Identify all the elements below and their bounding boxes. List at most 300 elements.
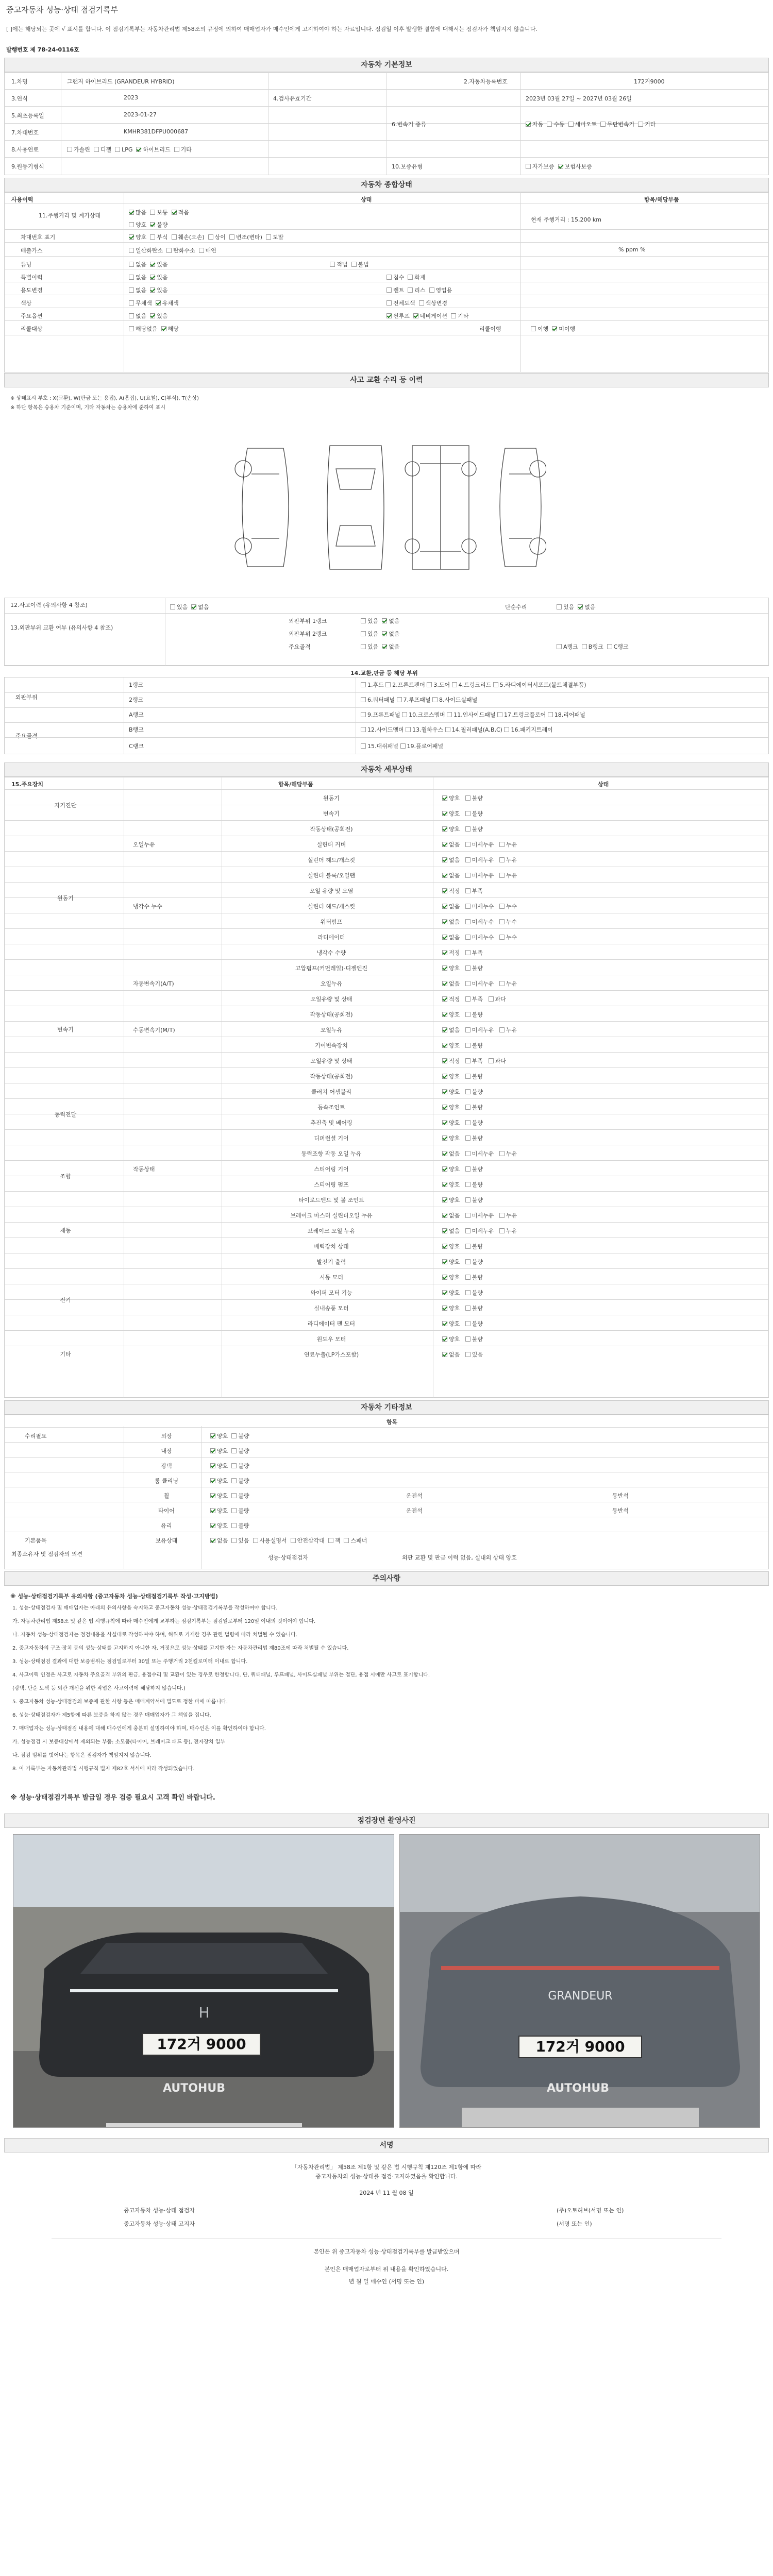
special-history-label: 특별이력 xyxy=(21,274,43,281)
detail-part: 등속조인트 xyxy=(317,1104,345,1111)
option-label: 누유 xyxy=(506,1150,517,1157)
option-label: 불량 xyxy=(238,1433,249,1439)
option-label: 불량 xyxy=(472,1181,483,1188)
checkbox[interactable] xyxy=(231,1478,237,1483)
other-options xyxy=(210,1462,253,1470)
option-label: 불량 xyxy=(472,1011,483,1018)
detail-part: 추진축 및 베어링 xyxy=(310,1120,352,1126)
option-label: 없음 xyxy=(449,980,460,987)
option-label: 미세누유 xyxy=(472,980,494,987)
rear-plate: 172거 9000 xyxy=(518,2036,642,2058)
option-label: 누유 xyxy=(506,1212,517,1219)
checkbox[interactable] xyxy=(499,919,505,924)
checkbox[interactable] xyxy=(328,1538,333,1543)
other-group: 수리필요 xyxy=(25,1433,47,1439)
checkbox-checked[interactable] xyxy=(442,1182,447,1187)
sign-line-1: 「자동차관리법」 제58조 제1항 및 같은 법 시행규칙 제120조 제1항에 따라 xyxy=(291,2164,482,2171)
checkbox[interactable] xyxy=(231,1448,237,1453)
checkbox[interactable] xyxy=(465,873,470,878)
detail-row xyxy=(4,1315,769,1330)
recall-done-label: 리콜이행 xyxy=(479,326,501,332)
checkbox-checked[interactable] xyxy=(442,1228,447,1233)
detail-group: 조향 xyxy=(60,1173,71,1180)
detail-options xyxy=(442,1319,489,1328)
detail-options xyxy=(442,995,511,1003)
sign-notifier-stamp: (서명 또는 인) xyxy=(557,2221,592,2227)
checkbox[interactable] xyxy=(253,1538,258,1543)
other-row xyxy=(4,1442,769,1457)
option-label: 불량 xyxy=(472,1243,483,1250)
checkbox[interactable] xyxy=(465,1074,470,1079)
option-label: 미세누유 xyxy=(472,872,494,879)
checkbox-checked[interactable] xyxy=(442,1290,447,1295)
option-label: 양호 xyxy=(449,1120,460,1126)
first-reg-value: 2023-01-27 xyxy=(124,111,157,118)
checkbox[interactable] xyxy=(465,996,470,1002)
detail-options xyxy=(442,902,523,910)
checkbox[interactable] xyxy=(465,1259,470,1264)
checkbox[interactable] xyxy=(465,919,470,924)
svg-text:GRANDEUR: GRANDEUR xyxy=(548,1990,613,2003)
detail-options xyxy=(442,1211,523,1219)
checkbox-checked[interactable] xyxy=(442,919,447,924)
sign-notifier: 중고자동차 성능·상태 고지자 xyxy=(124,2221,195,2227)
fuel-label: 8.사용연료 xyxy=(11,146,39,153)
checkbox[interactable] xyxy=(499,981,505,986)
detail-options xyxy=(442,1242,489,1250)
option-label: 적정 xyxy=(449,888,460,894)
option-label: 없음 xyxy=(449,934,460,941)
car-diagram xyxy=(227,433,546,582)
checkbox[interactable] xyxy=(465,1228,470,1233)
detail-options xyxy=(442,856,523,864)
vin-mark-opts: 양호 부식 훼손(오손) 상이 변조(변타) 도말 xyxy=(129,233,283,241)
other-options xyxy=(210,1506,253,1515)
checkbox-checked[interactable] xyxy=(442,1166,447,1172)
option-label: 불량 xyxy=(472,965,483,972)
checkbox[interactable] xyxy=(465,811,470,816)
checkbox-checked[interactable] xyxy=(442,1213,447,1218)
detail-row xyxy=(4,1238,769,1253)
panel-rank-1: 1랭크 xyxy=(129,682,144,688)
checkbox-checked[interactable] xyxy=(442,1089,447,1094)
option-label: 불량 xyxy=(472,1274,483,1281)
checkbox-checked[interactable] xyxy=(442,888,447,893)
checkbox[interactable] xyxy=(231,1538,237,1543)
detail-part: 실내송풍 모터 xyxy=(314,1305,349,1312)
checkbox-checked[interactable] xyxy=(526,122,531,127)
checkbox-checked[interactable] xyxy=(442,1352,447,1357)
detail-part: 오일유량 및 상태 xyxy=(310,1058,352,1064)
checkbox-checked[interactable] xyxy=(442,1074,447,1079)
checkbox[interactable] xyxy=(499,935,505,940)
option-label: 불량 xyxy=(472,1197,483,1204)
checkbox[interactable] xyxy=(465,1197,470,1202)
detail-part: 실린더 헤드/개스킷 xyxy=(307,903,356,910)
checkbox[interactable] xyxy=(465,826,470,832)
checkbox[interactable] xyxy=(465,965,470,971)
checkbox-checked[interactable] xyxy=(442,811,447,816)
panel-group-frame: 주요골격 xyxy=(15,733,38,739)
checkbox[interactable] xyxy=(210,1508,215,1513)
option-label: 불량 xyxy=(472,1042,483,1049)
checkbox[interactable] xyxy=(210,1433,215,1438)
checkbox-checked[interactable] xyxy=(442,1197,447,1202)
other-row xyxy=(4,1457,769,1472)
option-label: 양호 xyxy=(449,1042,460,1049)
detail-sub: 오일누유 xyxy=(133,841,155,848)
option-label: 누수 xyxy=(506,934,517,941)
note-line: (광택, 단순 도색 등 외관 개선을 위한 작업은 사고이력에 해당하지 않습니다.) xyxy=(12,1686,186,1691)
checkbox[interactable] xyxy=(465,950,470,955)
special-history-type: 침수 화재 xyxy=(386,273,426,281)
checkbox[interactable] xyxy=(465,1089,470,1094)
checkbox[interactable] xyxy=(465,842,470,847)
panel-group-exterior: 외판부위 xyxy=(15,694,38,701)
note-line: 가. 성능점검 시 보증대상에서 제외되는 부품: 소모품(타이어, 브레이크 패드 등), 전자장치 일부 xyxy=(12,1739,226,1745)
options-type: 썬루프 네비게이션 기타 xyxy=(386,312,468,320)
checkbox[interactable] xyxy=(465,1136,470,1141)
detail-part: 실린더 커버 xyxy=(316,841,346,848)
detail-part: 오일유량 및 상태 xyxy=(310,996,352,1003)
option-label: 불량 xyxy=(472,1290,483,1296)
overall-status-table xyxy=(4,192,769,372)
checkbox-checked[interactable] xyxy=(442,1244,447,1249)
option-label: 누유 xyxy=(506,1027,517,1033)
section-accident-title: 사고 교환 수리 등 이력 xyxy=(4,373,769,387)
checkbox[interactable] xyxy=(499,1151,505,1156)
checkbox-checked[interactable] xyxy=(442,904,447,909)
checkbox-checked[interactable] xyxy=(442,826,447,832)
detail-part: 원동기 xyxy=(323,795,340,802)
col-major: 15.주요장치 xyxy=(11,781,43,788)
checkbox[interactable] xyxy=(499,1228,505,1233)
checkbox[interactable] xyxy=(465,1105,470,1110)
detail-part: 라디에이터 팬 모터 xyxy=(307,1320,355,1327)
other-row xyxy=(4,1427,769,1442)
other-mid: 운전석 xyxy=(406,1493,423,1499)
detail-part: 브레이크 마스터 실린더오일 누유 xyxy=(290,1212,373,1219)
detail-group: 기타 xyxy=(60,1351,71,1358)
inspection-validity-label: 4.검사유효기간 xyxy=(273,95,312,102)
option-label: 없음 xyxy=(217,1537,228,1544)
note-line: 5. 중고자동차 성능·상태점검의 보증에 관한 사항 등은 매매계약서에 별도로 정한 바에 따릅니다. xyxy=(12,1699,228,1705)
detail-part: 워터펌프 xyxy=(320,919,343,925)
checkbox-checked[interactable] xyxy=(442,842,447,847)
accident-history-opts: 있음 없음 xyxy=(170,603,209,611)
car-name-value: 그랜저 하이브리드 (GRANDEUR HYBRID) xyxy=(67,78,175,85)
recall-done-opts: 이행 미이행 xyxy=(531,325,575,333)
checkbox[interactable] xyxy=(499,842,505,847)
notes-footer: ※ 성능·상태점검기록부 발급일 경우 검증 필요시 고객 확인 바랍니다. xyxy=(10,1794,215,1802)
checkbox[interactable] xyxy=(465,1043,470,1048)
detail-sub: 수동변속기(M/T) xyxy=(133,1027,175,1033)
option-label: 양호 xyxy=(217,1522,228,1529)
checkbox[interactable] xyxy=(465,1321,470,1326)
option-label: 불량 xyxy=(238,1507,249,1514)
checkbox[interactable] xyxy=(465,1213,470,1218)
checkbox[interactable] xyxy=(499,857,505,862)
detail-options xyxy=(442,1041,489,1049)
option-label: 미세누유 xyxy=(472,841,494,848)
option-label: 양호 xyxy=(217,1493,228,1499)
detail-part: 작동상태(공회전) xyxy=(310,1073,353,1080)
detail-group: 원동기 xyxy=(57,895,74,902)
checkbox[interactable] xyxy=(344,1538,349,1543)
sign-line-2: 중고자동차의 성능·상태를 점검·고지하였음을 확인합니다. xyxy=(315,2173,458,2180)
checkbox[interactable] xyxy=(465,1306,470,1311)
checkbox[interactable] xyxy=(210,1463,215,1468)
option-label: 부족 xyxy=(472,888,483,894)
checkbox[interactable] xyxy=(231,1433,237,1438)
option-label: 양호 xyxy=(449,1336,460,1343)
checkbox-checked[interactable] xyxy=(442,1136,447,1141)
inspection-validity-value: 2023년 03월 27일 ~ 2027년 03월 26일 xyxy=(526,95,632,102)
ext-rank1-opts: 있음 없음 xyxy=(361,617,400,625)
simple-repair-opts: 있음 없음 xyxy=(557,603,596,611)
fuel-options: 가솔린 디젤 LPG 하이브리드 기타 xyxy=(67,145,192,154)
col-other-item: 항목 xyxy=(386,1419,398,1426)
option-label: 미세누유 xyxy=(472,1228,494,1234)
option-label: 누유 xyxy=(506,980,517,987)
checkbox[interactable] xyxy=(465,1012,470,1017)
checkbox-checked[interactable] xyxy=(442,981,447,986)
checkbox[interactable] xyxy=(465,857,470,862)
checkbox[interactable] xyxy=(231,1508,237,1513)
note-line: 나. 자동차 성능·상태점검자는 점검내용을 사실대로 작성하여야 하며, 허위로 기재한 경우 관련 법령에 따라 처벌될 수 있습니다. xyxy=(12,1632,298,1638)
detail-sub: 냉각수 누수 xyxy=(133,903,162,910)
checkbox[interactable] xyxy=(465,1244,470,1249)
detail-options xyxy=(442,840,523,849)
detail-part: 클러치 어셈블리 xyxy=(311,1089,351,1095)
option-label: 불량 xyxy=(472,1120,483,1126)
detail-options xyxy=(442,871,523,879)
option-label: 부족 xyxy=(472,1058,483,1064)
reg-number-label: 2.자동차등록번호 xyxy=(464,78,508,85)
panel-rank-2: 2랭크 xyxy=(129,697,144,703)
detail-row xyxy=(4,1006,769,1021)
checkbox[interactable] xyxy=(231,1523,237,1528)
option-label: 양호 xyxy=(449,826,460,833)
option-label: 양호 xyxy=(449,1320,460,1327)
checkbox-checked[interactable] xyxy=(442,1259,447,1264)
inspector-opinion: 외판 교환 및 판금 이력 없음, 실내외 상태 양호 xyxy=(402,1554,517,1561)
checkbox-checked[interactable] xyxy=(442,935,447,940)
checkbox[interactable] xyxy=(465,981,470,986)
option-label: 양호 xyxy=(449,1243,460,1250)
checkbox[interactable] xyxy=(465,1352,470,1357)
exterior-replace-label: 13.외판부위 교환 여부 (유의사항 4 참조) xyxy=(10,624,113,631)
detail-part: 와이퍼 모터 기능 xyxy=(310,1290,352,1296)
checkbox[interactable] xyxy=(499,904,505,909)
checkbox-checked[interactable] xyxy=(442,1336,447,1342)
option-label: 불량 xyxy=(238,1522,249,1529)
option-label: 불량 xyxy=(472,1089,483,1095)
detail-row xyxy=(4,1191,769,1207)
checkbox[interactable] xyxy=(499,873,505,878)
col-usage: 사용이력 xyxy=(11,196,33,203)
transmission-label: 6.변속기 종류 xyxy=(392,121,427,128)
option-label: 양호 xyxy=(449,1011,460,1018)
checkbox-checked[interactable] xyxy=(442,1027,447,1032)
option-label: 없음 xyxy=(449,857,460,863)
option-label: 불량 xyxy=(472,810,483,817)
option-label: 적정 xyxy=(449,1058,460,1064)
option-label: 양호 xyxy=(449,810,460,817)
checkbox[interactable] xyxy=(465,935,470,940)
panel-rank-c: C랭크 xyxy=(129,743,144,750)
checkbox[interactable] xyxy=(465,1336,470,1342)
detail-part: 기어변속장치 xyxy=(315,1042,348,1049)
section-detail-title: 자동차 세부상태 xyxy=(4,762,769,777)
detail-options xyxy=(442,1289,489,1297)
checkbox[interactable] xyxy=(231,1493,237,1498)
option-label: 누유 xyxy=(506,1228,517,1234)
panel-row-a: 9.프론트패널 10.크로스멤버 11.인사이드패널 17.트렁크플로어 18.리어패널 xyxy=(361,710,585,719)
reg-number-value: 172거9000 xyxy=(634,78,665,85)
first-reg-label: 5.최초등록일 xyxy=(11,112,44,119)
checkbox-checked[interactable] xyxy=(442,1306,447,1311)
detail-options xyxy=(442,1335,489,1343)
option-label: 없음 xyxy=(449,919,460,925)
checkbox-checked[interactable] xyxy=(442,950,447,955)
checkbox-checked[interactable] xyxy=(442,1321,447,1326)
checkbox-checked[interactable] xyxy=(442,1151,447,1156)
option-label: 없음 xyxy=(449,903,460,910)
option-label: 미세누유 xyxy=(472,1150,494,1157)
option-label: 불량 xyxy=(472,1320,483,1327)
detail-row xyxy=(4,959,769,975)
option-label: 불량 xyxy=(472,1166,483,1173)
detail-part: 동력조향 작동 오일 누유 xyxy=(301,1150,362,1157)
emission-label: 배출가스 xyxy=(21,247,43,254)
checkbox[interactable] xyxy=(231,1463,237,1468)
checkbox[interactable] xyxy=(210,1478,215,1483)
option-label: 과다 xyxy=(495,1058,506,1064)
checkbox[interactable] xyxy=(465,1151,470,1156)
other-options xyxy=(210,1521,253,1530)
checkbox-checked[interactable] xyxy=(442,1120,447,1125)
section-overall-status-title: 자동차 종합상태 xyxy=(4,178,769,192)
note-line: 2. 중고자동차의 구조·장치 등의 성능·상태를 고지하지 아니한 자, 거짓으로 성능·상태를 고지한 자는 자동차관리법 제80조에 따라 처벌될 수 있습니다. xyxy=(12,1646,349,1651)
note-line: 7. 매매업자는 성능·상태점검 내용에 대해 매수인에게 충분히 설명하여야 하며, 매수인은 이를 확인하여야 합니다. xyxy=(12,1726,266,1732)
checkbox[interactable] xyxy=(465,1058,470,1063)
checkbox-checked[interactable] xyxy=(442,1105,447,1110)
checkbox-checked[interactable] xyxy=(442,965,447,971)
option-label: 미세누수 xyxy=(472,903,494,910)
checkbox[interactable] xyxy=(465,1182,470,1187)
checkbox[interactable] xyxy=(465,1275,470,1280)
other-options xyxy=(210,1432,253,1440)
option-label: 미세누수 xyxy=(472,919,494,925)
checkbox-checked[interactable] xyxy=(442,996,447,1002)
option-label: 적정 xyxy=(449,996,460,1003)
checkbox-checked[interactable] xyxy=(442,1058,447,1063)
detail-part: 작동상태(공회전) xyxy=(310,826,353,833)
buyer-line-3: 년 월 일 매수인 (서명 또는 인) xyxy=(348,2278,425,2285)
checkbox[interactable] xyxy=(499,1213,505,1218)
checkbox-checked[interactable] xyxy=(442,1043,447,1048)
checkbox[interactable] xyxy=(499,1027,505,1032)
col-parts: 항목/해당부품 xyxy=(644,196,679,203)
inspector-label: 성능·상태점검자 xyxy=(268,1554,308,1561)
checkbox[interactable] xyxy=(465,1027,470,1032)
checkbox[interactable] xyxy=(210,1538,215,1543)
buyer-line-2: 본인은 매매업자로부터 위 내용을 확인하였습니다. xyxy=(324,2266,449,2273)
warranty-label: 10.보증유형 xyxy=(392,163,423,170)
option-label: 불량 xyxy=(472,1104,483,1111)
option-label: 양호 xyxy=(217,1478,228,1484)
note-line: 1. 성능·상태점검자 및 매매업자는 아래의 유의사항을 숙지하고 중고자동차 성능·상태점검기록부를 작성하여야 합니다. xyxy=(12,1605,278,1611)
color-change-opts: 전체도색 색상변경 xyxy=(386,299,447,307)
page-title: 중고자동차 성능·상태 점검기록부 xyxy=(6,5,119,14)
option-label: 없음 xyxy=(449,872,460,879)
other-label: 룸 클리닝 xyxy=(154,1478,178,1484)
option-label: 미세누유 xyxy=(472,1212,494,1219)
checkbox-checked[interactable] xyxy=(442,1012,447,1017)
checkbox[interactable] xyxy=(465,904,470,909)
engine-type-label: 9.원동기형식 xyxy=(11,163,44,170)
checkbox[interactable] xyxy=(489,996,494,1002)
detail-row xyxy=(4,1207,769,1222)
checkbox[interactable] xyxy=(465,1120,470,1125)
other-row xyxy=(4,1502,769,1517)
detail-part: 실린더 헤드/개스킷 xyxy=(307,857,356,863)
special-history-opts: 없음 있음 xyxy=(129,273,168,281)
detail-part: 스티어링 기어 xyxy=(314,1166,349,1173)
detail-options xyxy=(442,1088,489,1096)
detail-part: 시동 모터 xyxy=(319,1274,343,1281)
option-label: 미세누유 xyxy=(472,1027,494,1033)
other-label: 휠 xyxy=(163,1493,170,1499)
checkbox[interactable] xyxy=(489,1058,494,1063)
front-plate: 172거 9000 xyxy=(142,2033,261,2056)
checkbox[interactable] xyxy=(210,1523,215,1528)
option-label: 양호 xyxy=(449,1305,460,1312)
legend-line-1: ※ 상태표시 부호 : X(교환), W(판금 또는 용접), A(흠집), U(요철), C(부식), T(손상) xyxy=(10,396,199,401)
checkbox[interactable] xyxy=(210,1448,215,1453)
section-sign-title: 서명 xyxy=(4,2138,769,2153)
warranty-options: 자가보증 보험사보증 xyxy=(526,162,592,171)
checkbox-checked[interactable] xyxy=(442,795,447,801)
other-options xyxy=(210,1492,253,1500)
detail-part: 연료누출(LP가스포함) xyxy=(304,1351,359,1358)
checkbox[interactable] xyxy=(465,1290,470,1295)
checkbox[interactable] xyxy=(291,1538,296,1543)
checkbox-checked[interactable] xyxy=(442,1275,447,1280)
detail-options xyxy=(442,1072,489,1080)
checkbox[interactable] xyxy=(210,1493,215,1498)
header-notice: [ ]에는 해당되는 곳에 √ 표시를 합니다. 이 점검기록부는 자동차관리법 제58조의 규정에 의하여 매매업자가 매수인에게 고지하여야 하는 자료입니다. 점검일 이후 발생한 결함에 대해서는 점검자가 책임지지 않습니다. xyxy=(6,26,537,32)
detail-row xyxy=(4,975,769,990)
panel-rank-b: B랭크 xyxy=(129,726,144,733)
option-label: 없음 xyxy=(449,1027,460,1033)
checkbox-checked[interactable] xyxy=(442,857,447,862)
option-label: 양호 xyxy=(449,795,460,802)
checkbox-checked[interactable] xyxy=(442,873,447,878)
buyer-line-1: 본인은 위 중고자동차 성능·상태점검기록부를 발급받았으며 xyxy=(313,2248,460,2255)
detail-sub: 자동변속기(A/T) xyxy=(133,980,174,987)
detail-group: 자기진단 xyxy=(54,802,77,809)
detail-options xyxy=(442,1057,511,1065)
checkbox[interactable] xyxy=(465,1166,470,1172)
other-label: 광택 xyxy=(161,1463,172,1469)
checkbox[interactable] xyxy=(465,795,470,801)
section-notes-title: 주의사항 xyxy=(4,1571,769,1586)
option-label: 있음 xyxy=(238,1537,249,1544)
checkbox[interactable] xyxy=(465,888,470,893)
section-other-title: 자동차 기타정보 xyxy=(4,1400,769,1415)
